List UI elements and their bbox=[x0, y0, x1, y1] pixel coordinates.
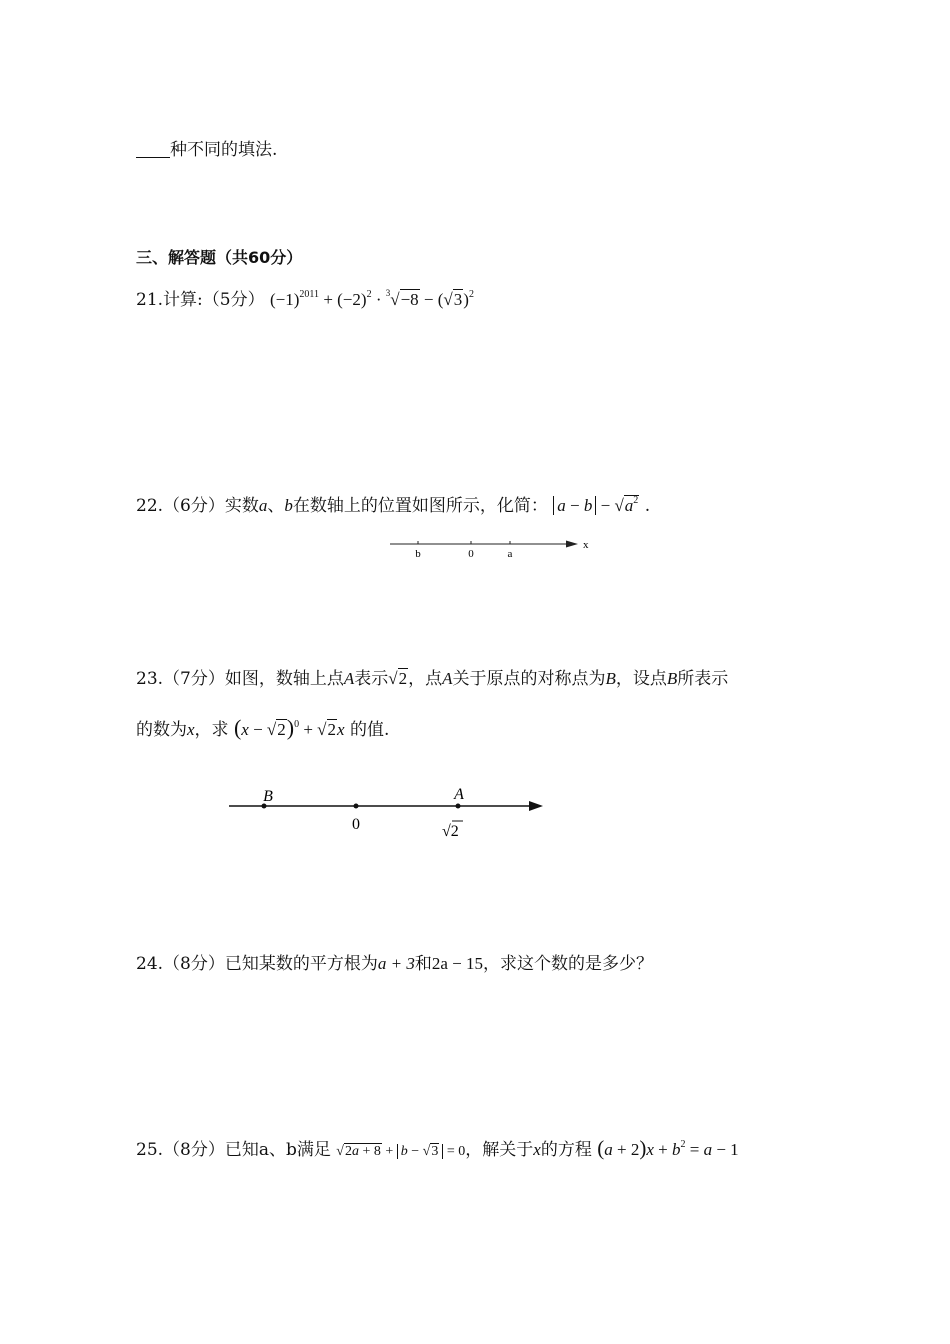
q23-text-d: 关于原点的对称点为 bbox=[452, 669, 606, 689]
q23-label-0: 0 bbox=[352, 816, 360, 833]
q23-var-A2: A bbox=[442, 669, 453, 688]
q23-root2: √2 bbox=[388, 669, 408, 688]
q23-point-A bbox=[456, 804, 461, 809]
q22-middle: 在数轴上的位置如图所示，化简： bbox=[292, 496, 548, 516]
q23-number-line bbox=[225, 782, 550, 842]
q21-prefix: 21.计算:（5分） bbox=[136, 290, 265, 310]
q22-end: . bbox=[644, 496, 651, 516]
q22-formula: $a - b - √a^2$ bbox=[553, 495, 639, 515]
q23-text-b: 表示 bbox=[354, 669, 389, 689]
fill-in-text: 种不同的填法. bbox=[170, 140, 278, 160]
q23-var-B2: B bbox=[666, 669, 678, 688]
q25-prefix: 25.（8分）已知a、b满足 bbox=[136, 1140, 331, 1160]
q22-number-line bbox=[385, 533, 600, 561]
q24-prefix: 24.（8分）已知某数的平方根为 bbox=[136, 954, 378, 974]
answer-blank[interactable] bbox=[136, 139, 170, 158]
q22-prefix: 22.（6分）实数 bbox=[136, 496, 259, 516]
question-23-line1 bbox=[136, 667, 728, 691]
q23-label-root2: √2 bbox=[442, 823, 459, 840]
q23-formula: $(x - √2)^0 + √2x$ bbox=[233, 715, 345, 740]
q25-var-x: x bbox=[533, 1140, 541, 1159]
q23-text-line2a: 的数为 bbox=[136, 720, 187, 740]
question-22 bbox=[136, 494, 650, 518]
q23-arrow-icon bbox=[529, 801, 543, 811]
q23-var-B: B bbox=[605, 669, 616, 688]
question-25 bbox=[136, 1136, 739, 1164]
q23-label-B: B bbox=[263, 788, 273, 805]
q25-condition: √2a + 8 + b − √3 = 0 bbox=[336, 1144, 466, 1159]
q23-text-e: ，设点 bbox=[615, 669, 667, 689]
q24-expr2: 2a − 15 bbox=[431, 954, 483, 973]
q25-mid: ，解关于 bbox=[465, 1140, 534, 1160]
q23-text-f: 所表示 bbox=[677, 669, 729, 689]
fill-in-line bbox=[136, 138, 277, 162]
question-24 bbox=[136, 952, 653, 976]
q23-point-origin bbox=[354, 804, 359, 809]
q23-text-a: 23.（7分）如图，数轴上点 bbox=[136, 669, 344, 689]
q23-var-A: A bbox=[343, 669, 355, 688]
q23-var-x: x bbox=[187, 720, 195, 739]
question-23-line2 bbox=[136, 716, 389, 742]
q23-text-c: ，点 bbox=[408, 669, 443, 689]
q24-suffix: ，求这个数的是多少？ bbox=[482, 954, 653, 974]
q22-label-x: x bbox=[583, 539, 589, 551]
q24-expr1: a + 3 bbox=[377, 954, 415, 973]
q22-var-b: b bbox=[284, 496, 293, 515]
q25-equation: $(a + 2)x + b^2 = a - 1$ bbox=[597, 1136, 739, 1160]
q25-mid2: 的方程 bbox=[540, 1140, 592, 1160]
q22-sep: 、 bbox=[267, 496, 285, 516]
section-title: 三、解答题（共60分） bbox=[136, 248, 303, 267]
q22-label-0: 0 bbox=[468, 548, 474, 560]
q22-label-b: b bbox=[415, 548, 421, 560]
q22-label-a: a bbox=[507, 548, 513, 560]
q22-arrow-icon bbox=[566, 541, 578, 548]
q23-text-line2c: 的值. bbox=[349, 720, 390, 740]
q22-var-a: a bbox=[258, 496, 268, 515]
question-21 bbox=[136, 288, 474, 312]
q21-formula: $(-1)^{2011} + (-2)^2 \cdot ^3√-8 - (√3)^2$ bbox=[270, 288, 474, 309]
q23-text-line2b: ，求 bbox=[194, 720, 229, 740]
q24-and: 和 bbox=[414, 954, 432, 974]
q23-label-A: A bbox=[454, 786, 464, 803]
